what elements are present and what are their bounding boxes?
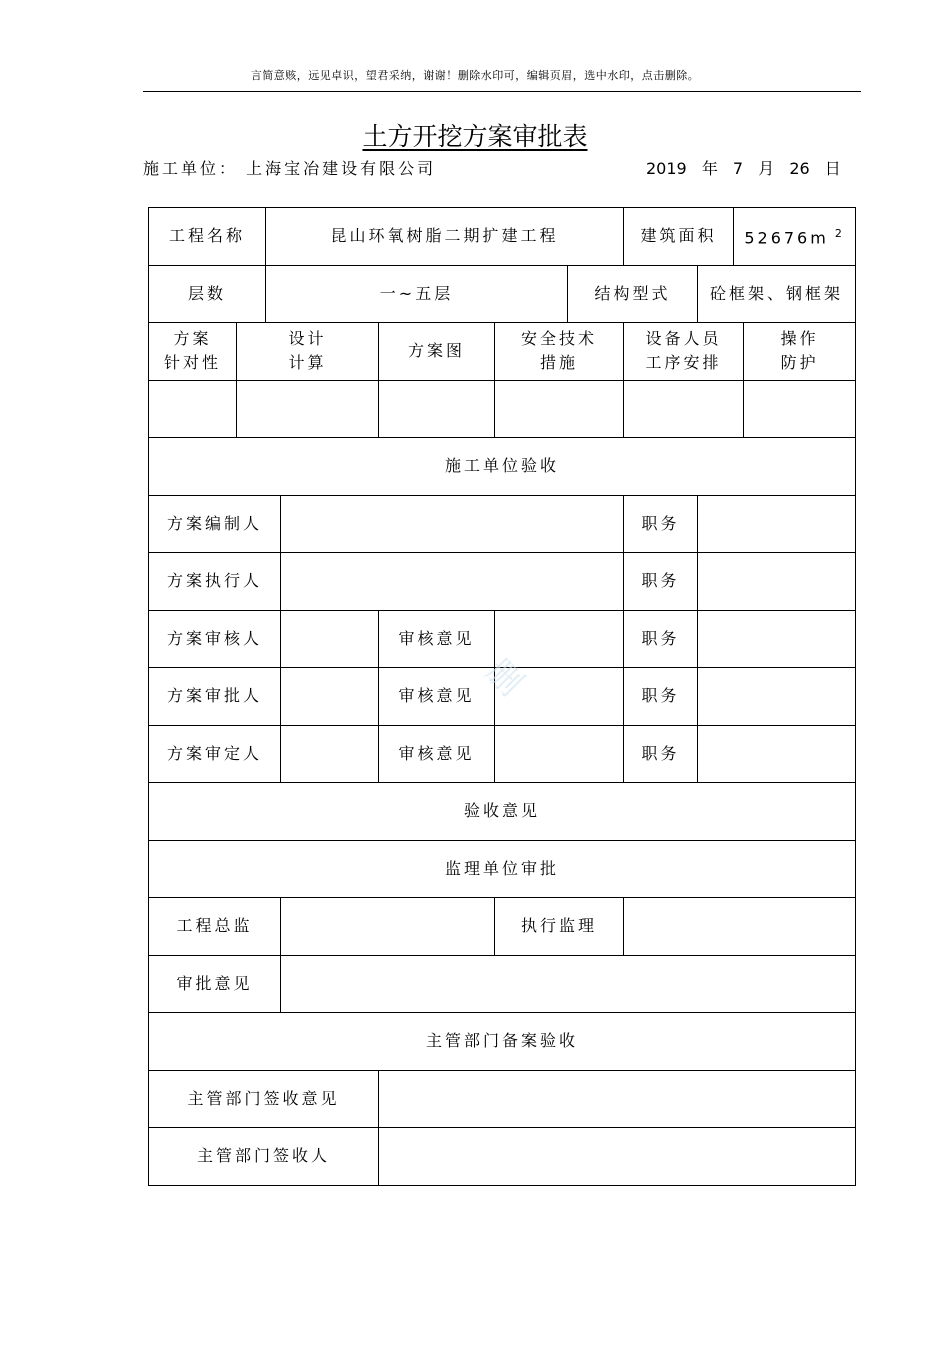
building-area-label: 建筑面积 (624, 208, 734, 266)
construction-unit-value: 上海宝冶建设有限公司 (246, 159, 437, 178)
executive-supervisor-label: 执行监理 (495, 898, 624, 956)
date-year-unit: 年 (701, 159, 718, 178)
supervision-heading: 监理单位审批 (149, 840, 856, 898)
building-area-unit-sup: 2 (834, 227, 845, 241)
page-title (0, 117, 950, 153)
reviewer-label: 方案审核人 (149, 610, 281, 668)
row-acceptance-opinion (149, 783, 856, 841)
header-note: 言简意赅，远见卓识，望君采纳，谢谢！删除水印可，编辑页眉，选中水印，点击删除。 (250, 69, 700, 82)
watermark[interactable]: 删 (478, 651, 531, 704)
criteria-value-0[interactable] (149, 380, 237, 438)
executor-label: 方案执行人 (149, 553, 281, 611)
finalizer-opinion-value[interactable] (495, 725, 624, 783)
date-day: 26 (789, 159, 810, 178)
compiler-position-value[interactable] (698, 495, 856, 553)
compiler-label: 方案编制人 (149, 495, 281, 553)
executor-position-label: 职务 (624, 553, 698, 611)
criteria-header-1: 设计 计算 (237, 323, 379, 381)
compiler-position-label: 职务 (624, 495, 698, 553)
approver-label: 方案审批人 (149, 668, 281, 726)
approver-position-value[interactable] (698, 668, 856, 726)
chief-supervisor-label: 工程总监 (149, 898, 281, 956)
criteria-value-5[interactable] (744, 380, 856, 438)
date-month: 7 (732, 159, 744, 178)
authority-opinion-label: 主管部门签收意见 (149, 1070, 379, 1128)
date-day-unit: 日 (824, 159, 841, 178)
construction-acceptance-heading: 施工单位验收 (149, 438, 856, 496)
approver-opinion-label: 审核意见 (379, 668, 495, 726)
date-month-unit: 月 (758, 159, 775, 178)
authority-signer-label: 主管部门签收人 (149, 1128, 379, 1186)
finalizer-label: 方案审定人 (149, 725, 281, 783)
row-finalizer (149, 725, 856, 783)
reviewer-opinion-label: 审核意见 (379, 610, 495, 668)
row-approver (149, 668, 856, 726)
finalizer-opinion-label: 审核意见 (379, 725, 495, 783)
reviewer-value[interactable] (281, 610, 379, 668)
finalizer-value[interactable] (281, 725, 379, 783)
criteria-value-1[interactable] (237, 380, 379, 438)
acceptance-opinion-heading: 验收意见 (149, 783, 856, 841)
row-reviewer (149, 610, 856, 668)
row-authority-heading (149, 1013, 856, 1071)
building-area-value (734, 208, 856, 266)
executive-supervisor-value[interactable] (624, 898, 856, 956)
construction-unit (143, 156, 436, 179)
approval-opinion-value[interactable] (281, 955, 856, 1013)
structure-label: 结构型式 (568, 265, 698, 323)
approver-opinion-value[interactable] (495, 668, 624, 726)
construction-unit-label: 施工单位： (143, 159, 239, 178)
row-approval-opinion (149, 955, 856, 1013)
criteria-header-0: 方案 针对性 (149, 323, 237, 381)
row-authority-signer (149, 1128, 856, 1186)
floors-label: 层数 (149, 265, 266, 323)
row-floors (149, 265, 856, 323)
authority-signer-value[interactable] (379, 1128, 856, 1186)
reviewer-opinion-value[interactable] (495, 610, 624, 668)
criteria-value-2[interactable] (379, 380, 495, 438)
row-criteria-values (149, 380, 856, 438)
criteria-header-2: 方案图 (379, 323, 495, 381)
chief-supervisor-value[interactable] (281, 898, 495, 956)
criteria-header-3: 安全技术 措施 (495, 323, 624, 381)
floors-value: 一~五层 (266, 265, 568, 323)
approval-form (148, 207, 856, 1186)
reviewer-position-label: 职务 (624, 610, 698, 668)
criteria-header-5: 操作 防护 (744, 323, 856, 381)
finalizer-position-label: 职务 (624, 725, 698, 783)
executor-position-value[interactable] (698, 553, 856, 611)
row-project (149, 208, 856, 266)
row-criteria-headers (149, 323, 856, 381)
structure-value: 砼框架、钢框架 (698, 265, 856, 323)
executor-value[interactable] (281, 553, 624, 611)
row-authority-opinion (149, 1070, 856, 1128)
date-year: 2019 (646, 159, 687, 178)
approver-value[interactable] (281, 668, 379, 726)
approval-opinion-label: 审批意见 (149, 955, 281, 1013)
criteria-header-4: 设备人员 工序安排 (624, 323, 744, 381)
criteria-value-3[interactable] (495, 380, 624, 438)
criteria-value-4[interactable] (624, 380, 744, 438)
project-name-value: 昆山环氧树脂二期扩建工程 (266, 208, 624, 266)
approver-position-label: 职务 (624, 668, 698, 726)
header-rule (143, 91, 861, 92)
compiler-value[interactable] (281, 495, 624, 553)
row-compiler (149, 495, 856, 553)
authority-heading: 主管部门备案验收 (149, 1013, 856, 1071)
row-executor (149, 553, 856, 611)
page-title-text: 土方开挖方案审批表 (362, 122, 588, 151)
project-name-label: 工程名称 (149, 208, 266, 266)
row-supervision (149, 898, 856, 956)
row-construction-acceptance (149, 438, 856, 496)
finalizer-position-value[interactable] (698, 725, 856, 783)
authority-opinion-value[interactable] (379, 1070, 856, 1128)
reviewer-position-value[interactable] (698, 610, 856, 668)
building-area-number: 52676m (744, 228, 829, 248)
row-supervision-heading (149, 840, 856, 898)
date (646, 156, 851, 179)
